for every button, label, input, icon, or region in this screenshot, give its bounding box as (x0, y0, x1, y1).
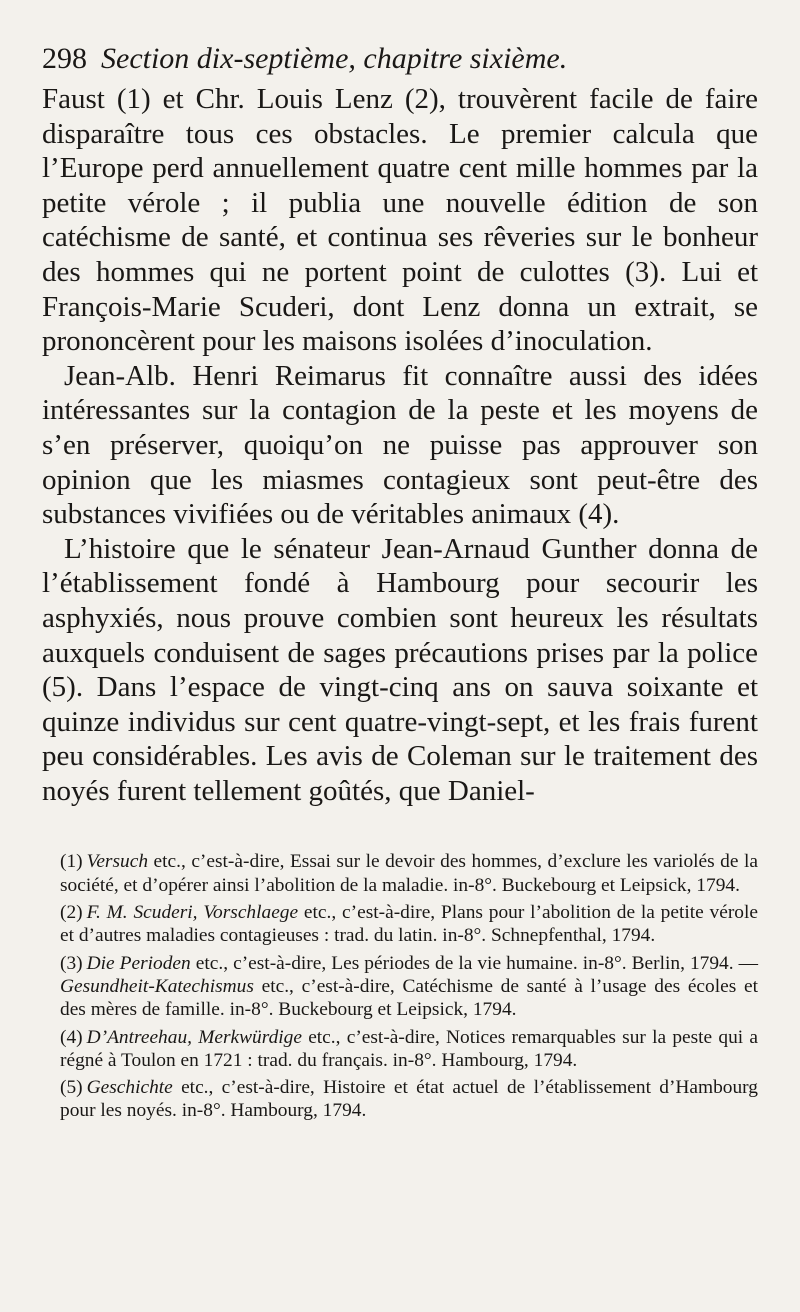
footnote-number: (2) (60, 902, 83, 924)
footnote-text-2: etc., c’est-à-dire, Catéchisme de santé à l’usage des écoles et des mères de famille. in-8°. Buckebourg et Leipsick, 1794. (60, 975, 758, 1021)
footnote-text: etc., c’est-à-dire, Les périodes de la vie humaine. in-8°. Berlin, 1794. — (190, 952, 759, 974)
footnote-title: Versuch (86, 851, 149, 873)
footnote-3 (60, 952, 758, 1022)
footnote-number: (5) (60, 1077, 83, 1099)
footnote-number: (4) (60, 1026, 83, 1048)
paragraph-3: L’histoire que le sénateur Jean-Arnaud Gunther donna de l’établissement fondé à Hambourg pour secourir les asphyxiés, nous prouve combien sont heureux les résultats auxquels conduisent de sages précautions prises par la police (5). Dans l’espace de vingt-cinq ans on sauva soixante et quinze individus sur cent quatre-vingt-sept, et les frais furent peu considérables. Les avis de Coleman sur le traitement des noyés furent tellement goûtés, que Daniel- (42, 532, 758, 807)
body-text (42, 82, 758, 808)
footnote-text: etc., c’est-à-dire, Notices remarquables sur la peste qui a régné à Toulon en 1721 : trad. du français. in-8°. Hambourg, 1794. (60, 1026, 758, 1071)
footnote-separator (42, 808, 758, 850)
footnote-4 (60, 1026, 758, 1073)
paragraph-2: Jean-Alb. Henri Reimarus fit connaître aussi des idées intéressantes sur la contagion de la peste et les moyens de s’en préserver, quoiqu’on ne puisse pas approuver son opinion que les miasmes contagieux sont peut-être des substances vivifiées ou de véritables animaux (4). (42, 359, 758, 531)
footnote-title: D’Antreehau, Merkwürdige (86, 1026, 302, 1048)
footnote-5 (60, 1076, 758, 1123)
running-head (42, 38, 758, 80)
footnote-text: etc., c’est-à-dire, Plans pour l’abolition de la petite vérole et d’autres maladies contagieuses : trad. du latin. in-8°. Schnepfenthal, 1794. (60, 902, 758, 947)
footnotes (42, 850, 758, 1122)
paragraph-1: Faust (1) et Chr. Louis Lenz (2), trouvèrent facile de faire disparaître tous ces obstacles. Le premier calcula que l’Europe perd annuellement quatre cent mille hommes par la petite vérole ; il publia une nouvelle édition de son catéchisme de santé, et continua ses rêveries sur le bonheur des hommes qui ne portent point de culottes (3). Lui et François-Marie Scuderi, dont Lenz donna un extrait, se prononcèrent pour les maisons isolées d’inoculation. (42, 83, 758, 358)
footnote-number: (1) (60, 851, 83, 873)
section-title: Section dix-septième, chapitre sixième. (101, 42, 568, 75)
footnote-text: etc., c’est-à-dire, Essai sur le devoir des hommes, d’exclure les variolés de la société, et d’opérer ainsi l’abolition de la maladie. in-8°. Buckebourg et Leipsick, 1794. (60, 851, 758, 896)
footnote-2 (60, 901, 758, 948)
footnote-title: Die Perioden (86, 952, 191, 974)
footnote-number: (3) (60, 952, 83, 974)
footnote-title: Geschichte (86, 1077, 173, 1099)
footnote-title: F. M. Scuderi, Vorschlaege (86, 902, 299, 924)
footnote-title-2: Gesundheit-Katechismus (60, 975, 254, 997)
page-number: 298 (42, 42, 87, 75)
footnote-1 (60, 850, 758, 897)
footnote-text: etc., c’est-à-dire, Histoire et état actuel de l’établissement d’Hambourg pour les noyés. in-8°. Hambourg, 1794. (60, 1077, 758, 1122)
